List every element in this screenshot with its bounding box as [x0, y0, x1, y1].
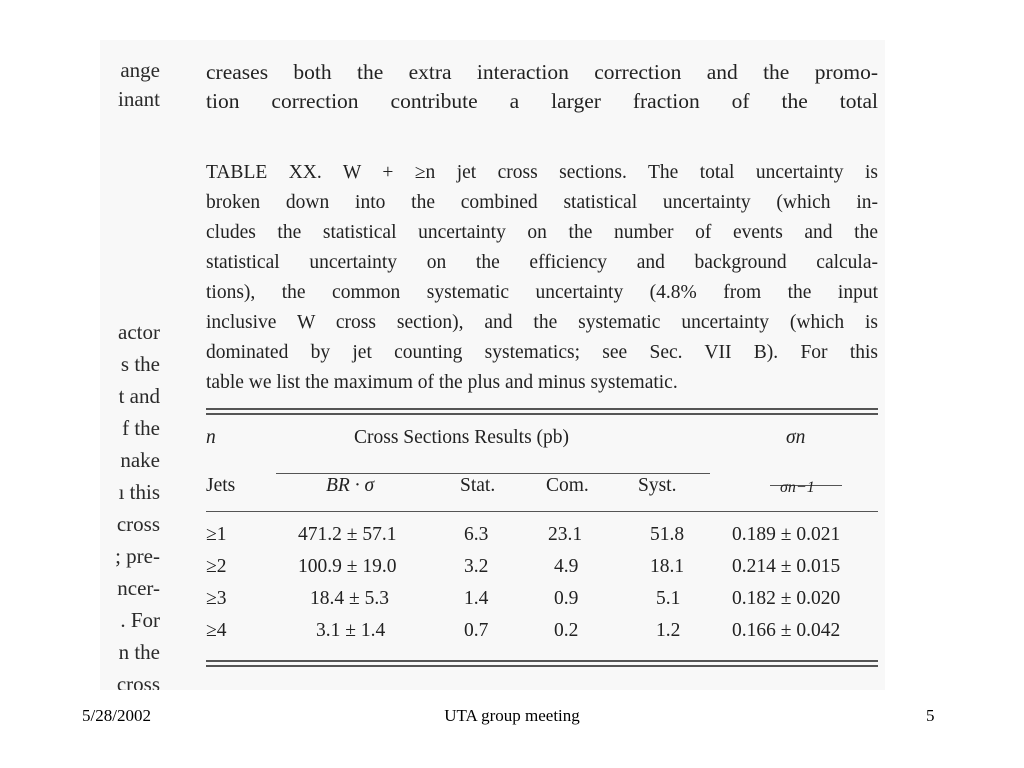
cell-ratio: 0.166 ± 0.042	[732, 620, 841, 641]
cell-com: 4.9	[554, 556, 579, 577]
cell-br-sigma: 100.9 ± 19.0	[298, 556, 397, 577]
header-jets: Jets	[206, 475, 236, 496]
header-br-sigma: BR · σ	[326, 475, 375, 496]
margin-line: ange	[120, 58, 160, 82]
table-top-rule	[206, 408, 878, 415]
table-header-row-1	[206, 415, 878, 463]
cell-com: 23.1	[548, 524, 583, 545]
cell-jets: ≥4	[206, 620, 227, 641]
margin-line: cross	[116, 672, 160, 690]
cell-syst: 1.2	[656, 620, 681, 641]
header-syst: Syst.	[638, 475, 677, 496]
cell-ratio: 0.189 ± 0.021	[732, 524, 841, 545]
footer-date: 5/28/2002	[82, 706, 151, 725]
cell-syst: 51.8	[650, 524, 685, 545]
table-row	[206, 552, 878, 584]
caption-line: broken down into the combined statistical uncertainty (which in-	[206, 192, 878, 213]
table-row	[206, 616, 878, 648]
margin-line: . For	[120, 608, 160, 632]
header-sigma-n: σn	[786, 427, 806, 448]
cell-stat: 3.2	[464, 556, 489, 577]
caption-line: cludes the statistical uncertainty on the number of events and the	[206, 222, 878, 243]
margin-line: t and	[118, 384, 160, 408]
margin-line: ncer-	[117, 576, 160, 600]
cell-com: 0.2	[554, 620, 579, 641]
cell-stat: 1.4	[464, 588, 489, 609]
cross-section-table	[206, 408, 878, 667]
caption-line: dominated by jet counting systematics; see Sec. VII B). For this	[206, 342, 878, 363]
cell-jets: ≥2	[206, 556, 227, 577]
caption-line: statistical uncertainty on the efficiency and background calcula-	[206, 252, 878, 273]
cell-jets: ≥1	[206, 524, 227, 545]
body-paragraph	[206, 58, 878, 116]
margin-line: nake	[120, 448, 160, 472]
header-cross-sections: Cross Sections Results (pb)	[354, 427, 570, 448]
footer-page-number: 5	[926, 706, 935, 725]
table-row	[206, 584, 878, 616]
cell-ratio: 0.182 ± 0.020	[732, 588, 841, 609]
table-header-row-2	[206, 463, 878, 511]
margin-line: f the	[122, 416, 160, 440]
caption-line: inclusive W cross section), and the systematic uncertainty (which is	[206, 312, 878, 333]
caption-line: table we list the maximum of the plus and minus systematic.	[206, 372, 678, 393]
margin-line: ı this	[118, 480, 160, 504]
header-stat: Stat.	[460, 475, 496, 496]
margin-line: actor	[118, 320, 160, 344]
body-line: creases both the extra interaction correction and the promo-	[206, 60, 878, 84]
cell-jets: ≥3	[206, 588, 227, 609]
cell-br-sigma: 3.1 ± 1.4	[316, 620, 386, 641]
cell-stat: 0.7	[464, 620, 489, 641]
margin-line: n the	[118, 640, 160, 664]
margin-line: inant	[118, 87, 160, 111]
cell-br-sigma: 18.4 ± 5.3	[310, 588, 389, 609]
margin-line: cross	[116, 512, 160, 536]
cell-br-sigma: 471.2 ± 57.1	[298, 524, 397, 545]
caption-line: tions), the common systematic uncertainty (4.8% from the input	[206, 282, 878, 303]
table-caption	[206, 158, 878, 398]
footer-title: UTA group meeting	[444, 706, 580, 725]
table-bottom-rule	[206, 660, 878, 667]
table-row	[206, 520, 878, 552]
header-sigma-n-minus-1: σn−1	[780, 479, 815, 496]
left-column-fragment	[100, 40, 160, 690]
cell-ratio: 0.214 ± 0.015	[732, 556, 841, 577]
cell-syst: 18.1	[650, 556, 685, 577]
body-line: tion correction contribute a larger fraction of the total	[206, 89, 878, 113]
cell-syst: 5.1	[656, 588, 681, 609]
header-com: Com.	[546, 475, 589, 496]
margin-line: ; pre-	[115, 544, 160, 568]
scanned-page-image	[100, 40, 885, 690]
header-n: n	[206, 427, 216, 448]
cell-com: 0.9	[554, 588, 579, 609]
cell-stat: 6.3	[464, 524, 489, 545]
margin-line: s the	[120, 352, 160, 376]
caption-line: TABLE XX. W + ≥n jet cross sections. The total uncertainty is	[206, 162, 878, 183]
